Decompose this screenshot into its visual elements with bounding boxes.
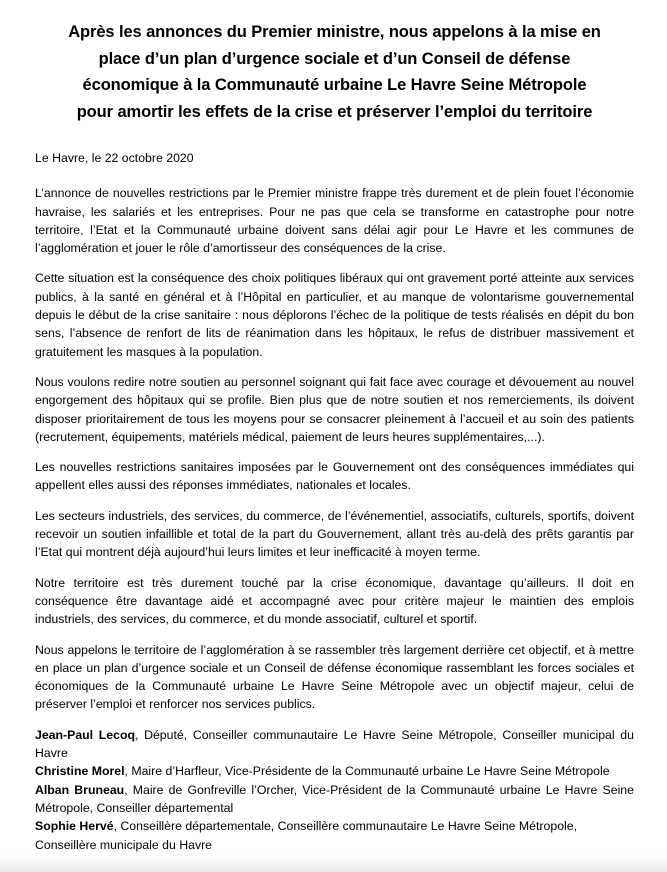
signatory-role: , Maire de Gonfreville l’Orcher, Vice-Président de la Communauté urbaine Le Havre Seine Métropole, Conseiller départemental: [35, 782, 634, 815]
title-line-1: Après les annonces du Premier ministre, nous appelons à la mise en: [68, 23, 601, 41]
title-line-4: pour amortir les effets de la crise et préserver l’emploi du territoire: [76, 102, 593, 121]
page-bottom-shadow: [0, 854, 667, 872]
signatory-bruneau: [35, 781, 634, 818]
dateline: Le Havre, le 22 octobre 2020: [35, 151, 194, 165]
body-paragraph-4: Les nouvelles restrictions sanitaires imposées par le Gouvernement ont des conséquences immédiates qui appellent elles aussi des réponses immédiates, nationales et locales.: [35, 460, 634, 493]
signatory-role: , Conseillère départementale, Conseillère communautaire Le Havre Seine Métropole, Conseillère municipale du Havre: [35, 819, 578, 852]
title-line-2: place d’un plan d’urgence sociale et d’un Conseil de défense: [98, 49, 571, 68]
signature-block: [35, 726, 634, 854]
body-paragraph-7: Nous appelons le territoire de l’agglomération à se rassembler très largement derrière cet objectif, et à mettre en place un plan d’urgence sociale et un Conseil de défense économique rassemblant les forces sociales et économiques de la Communauté urbaine Le Havre Seine Métropole avec un objectif majeur, celui de préserver l’emploi et renforcer nos services publics.: [35, 642, 634, 712]
signatory-name: Jean-Paul Lecoq: [35, 727, 135, 742]
document-title: [35, 19, 634, 125]
signatory-name: Christine Morel: [35, 764, 125, 779]
signatory-herve: [35, 817, 634, 854]
signatory-lecoq: [35, 726, 634, 763]
body-paragraph-3: Nous voulons redire notre soutien au personnel soignant qui fait face avec courage et dévouement au nouvel engorgement des hôpitaux qui se profile. Bien plus que de notre soutien et nos remerciements, ils doivent disposer prioritairement de tous les moyens pour se consacrer pleinement à l’accueil et au soin des patients (recrutement, équipements, matériels médical, paiement de leurs heures supplémentaires,...).: [35, 374, 634, 444]
body-paragraph-6: Notre territoire est très durement touché par la crise économique, davantage qu’ailleurs. Il doit en conséquence être davantage aidé et accompagné avec pour critère majeur le maintien des emplois industriels, des services, du commerce, et du monde associatif, culturel et sportif.: [35, 575, 634, 627]
signatory-role: , Maire d’Harfleur, Vice-Présidente de la Communauté urbaine Le Havre Seine Métropole: [124, 764, 610, 779]
signatory-name: Sophie Hervé: [35, 819, 114, 834]
body-paragraph-2: Cette situation est la conséquence des choix politiques libéraux qui ont gravement porté atteinte aux services publics, à la santé en général et à l’Hôpital en particulier, et au manque de volontarisme gouvernemental depuis le début de la crise sanitaire : nous déplorons l’échec de la politique de tests réalisés en dépit du bon sens, l’absence de renfort de lits de réanimation dans les hôpitaux, le refus de distribuer massivement et gratuitement les masques à la population.: [35, 271, 634, 359]
signatory-name: Alban Bruneau: [35, 782, 125, 797]
signatory-morel: [35, 762, 634, 780]
signatory-role: , Député, Conseiller communautaire Le Havre Seine Métropole, Conseiller municipal du Havre: [35, 727, 634, 761]
body-paragraph-5: Les secteurs industriels, des services, du commerce, de l’événementiel, associatifs, culturels, sportifs, doivent recevoir un soutien infaillible et total de la part du Gouvernement, allant très au-delà des prêts garantis par l’Etat qui montrent déjà aujourd’hui leurs limites et leur inefficacité à moyen terme.: [35, 508, 634, 560]
body-paragraph-1: L’annonce de nouvelles restrictions par le Premier ministre frappe très durement et de plein fouet l’économie havraise, les salariés et les entreprises. Pour ne pas que cela se transforme en catastrophe pour notre territoire, l’Etat et la Communauté urbaine doivent sans délai agir pour Le Havre et les communes de l’agglomération et jouer le rôle d’amortisseur des conséquences de la crise.: [35, 186, 634, 256]
title-line-3: économique à la Communauté urbaine Le Havre Seine Métropole: [82, 76, 587, 94]
